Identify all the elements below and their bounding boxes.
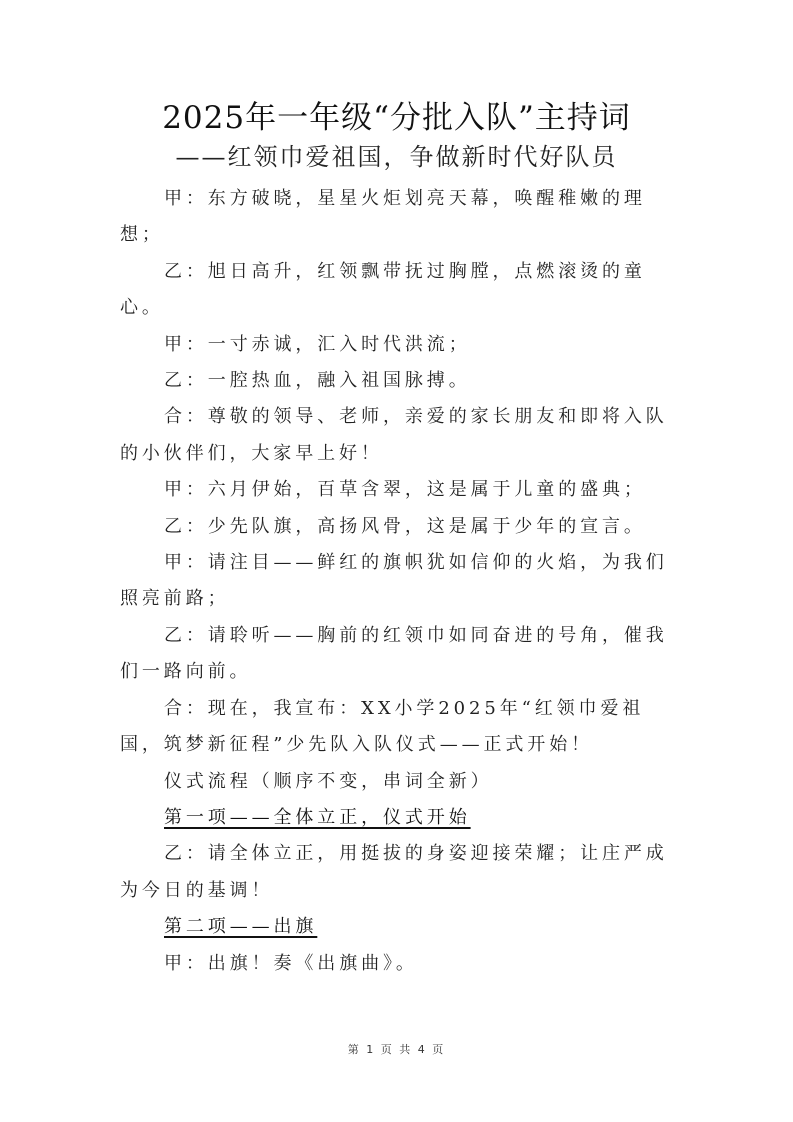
section-heading-item-1: 第一项——全体立正，仪式开始 [164, 806, 471, 828]
paragraph-yi-passion: 乙：一腔热血，融入祖国脉搏。 [164, 370, 471, 392]
document-title: 2025年一年级“分批入队”主持词 [162, 100, 631, 136]
paragraph-yi-attention: 乙：请全体立正，用挺拔的身姿迎接荣耀；让庄严成为今日的基调！ [120, 843, 668, 901]
section-heading-item-2: 第二项——出旗 [164, 916, 318, 938]
paragraph-ceremony-flow: 仪式流程（顺序不变，串词全新） [164, 770, 493, 792]
paragraph-jia-opening: 甲：东方破晓，星星火炬划亮天幕，唤醒稚嫩的理想； [120, 188, 646, 246]
paragraph-he-greeting: 合：尊敬的领导、老师，亲爱的家长朋友和即将入队的小伙伴们，大家早上好！ [120, 406, 668, 464]
paragraph-jia-flag-out: 甲：出旗！奏《出旗曲》。 [164, 952, 418, 974]
document-body [120, 181, 676, 982]
page-number-footer: 第 1 页 共 4 页 [347, 1043, 446, 1056]
paragraph-yi-listen: 乙：请聆听——胸前的红领巾如同奋进的号角，催我们一路向前。 [120, 624, 668, 683]
paragraph-jia-attention: 甲：请注目——鲜红的旗帜犹如信仰的火焰，为我们照亮前路； [120, 552, 668, 610]
paragraph-jia-june: 甲：六月伊始，百草含翠，这是属于儿童的盛典； [164, 479, 646, 501]
document-subtitle: ——红领巾爱祖国，争做新时代好队员 [175, 143, 618, 171]
paragraph-yi-flag: 乙：少先队旗，高扬风骨，这是属于少年的宣言。 [164, 515, 646, 537]
paragraph-he-announcement: 合：现在，我宣布：XX小学2025年“红领巾爱祖国，筑梦新征程”少先队入队仪式——正式开始！ [120, 697, 645, 756]
paragraph-jia-sincerity: 甲：一寸赤诚，汇入时代洪流； [164, 333, 471, 355]
paragraph-yi-opening: 乙：旭日高升，红领飘带抚过胸膛，点燃滚烫的童心。 [120, 260, 646, 319]
